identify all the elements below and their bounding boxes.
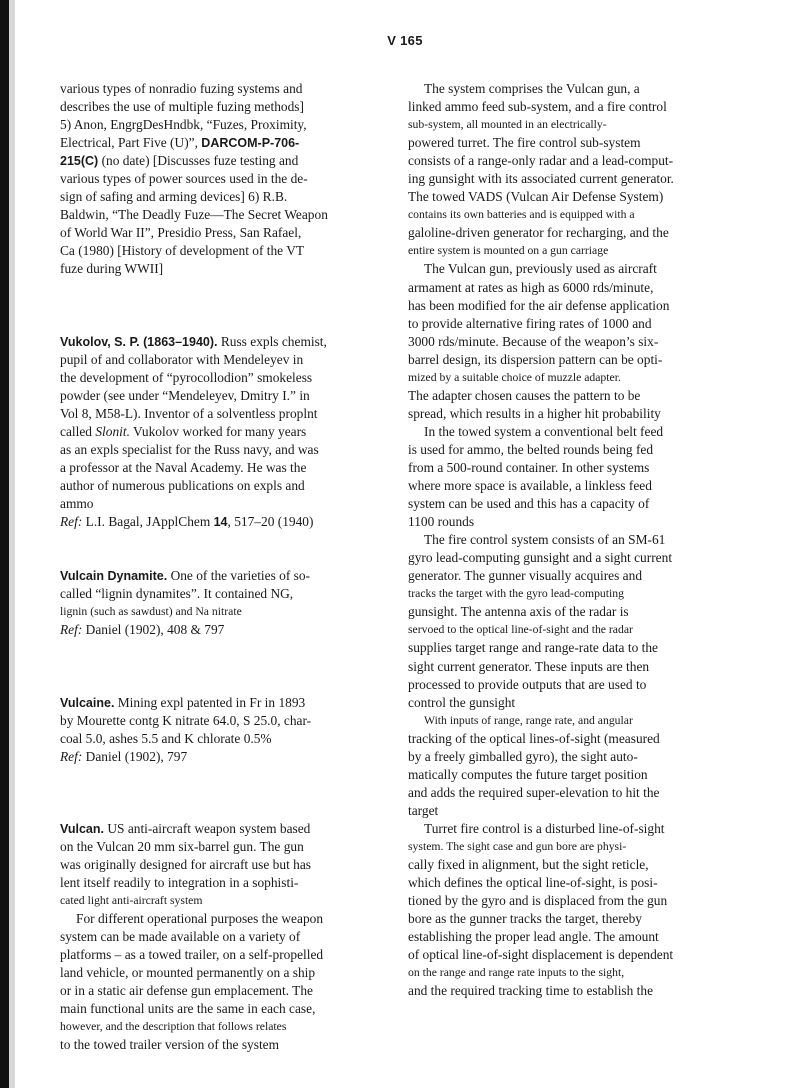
text-line <box>60 928 360 946</box>
line-text: powered turret. The fire control sub-system <box>408 135 641 151</box>
text-line <box>60 116 360 134</box>
text-line <box>408 188 706 206</box>
text-line <box>408 279 706 297</box>
line-text: servoed to the optical line-of-sight and the radar <box>408 623 633 637</box>
text-line <box>408 964 706 982</box>
text-line <box>60 748 360 766</box>
line-text: ing gunsight with its associated current generator. <box>408 171 674 187</box>
text-line <box>408 152 706 170</box>
line-text: which defines the optical line-of-sight, is posi- <box>408 875 658 891</box>
left-column <box>60 80 360 1055</box>
line-text: system can be made available on a variety of <box>60 929 301 945</box>
text-line <box>60 152 360 170</box>
line-text: Turret fire control is a disturbed line-of-sight <box>424 820 665 836</box>
text-line <box>408 892 706 910</box>
text-line <box>408 820 706 838</box>
line-text: 1100 rounds <box>408 514 475 530</box>
page-binding-shadow <box>9 0 15 1088</box>
line-text: to provide alternative firing rates of 1000 and <box>408 315 652 331</box>
line-text: armament at rates as high as 6000 rds/minute, <box>408 279 654 295</box>
text-line <box>60 964 360 982</box>
entry-heading: 14 <box>213 515 228 530</box>
line-text: of World War II”, Presidio Press, San Rafael, <box>60 225 302 241</box>
text-line <box>408 838 706 856</box>
line-text: fuze during WWII] <box>60 261 164 277</box>
text-line <box>60 188 360 206</box>
text-line <box>408 658 706 676</box>
text-line <box>408 387 706 405</box>
line-text: by a freely gimballed gyro), the sight auto- <box>408 748 638 764</box>
line-text: establishing the proper lead angle. The amount <box>408 929 659 945</box>
line-text: as an expls specialist for the Russ navy, and was <box>60 441 319 457</box>
paragraph-gap <box>60 549 360 567</box>
line-text: cally fixed in alignment, but the sight reticle, <box>408 857 649 873</box>
line-text: target <box>408 802 439 818</box>
line-text: powder (see under “Mendeleyev, Dmitry I.” in <box>60 387 310 403</box>
text-line <box>408 874 706 892</box>
text-line <box>60 694 360 712</box>
entry-heading: Vulcaine. <box>60 695 115 710</box>
text-line <box>60 170 360 188</box>
text-line <box>408 441 706 459</box>
italic-text: Ref: <box>60 622 83 638</box>
line-text: With inputs of range, range rate, and angular <box>424 713 633 727</box>
line-text: The Vulcan gun, previously used as aircraft <box>424 261 657 277</box>
line-text: lent itself readily to integration in a sophisti- <box>60 875 299 891</box>
text-line <box>408 639 706 657</box>
italic-text: Slonit. <box>95 423 130 439</box>
line-text: has been modified for the air defense application <box>408 297 670 313</box>
text-line <box>60 1018 360 1036</box>
text-line <box>408 405 706 423</box>
text-line <box>408 477 706 495</box>
text-line <box>60 80 360 98</box>
text-line <box>60 874 360 892</box>
line-text: to the towed trailer version of the system <box>60 1037 280 1053</box>
line-text: barrel design, its dispersion pattern can be opti- <box>408 351 663 367</box>
text-line <box>408 946 706 964</box>
text-line <box>60 567 360 585</box>
line-text: ammo <box>60 496 94 512</box>
text-line <box>60 1036 360 1054</box>
paragraph-gap <box>60 658 360 676</box>
text-line <box>408 206 706 224</box>
line-text: Vol 8, M58-L). Inventor of a solventless proplnt <box>60 405 318 421</box>
text-line <box>60 892 360 910</box>
text-line <box>60 242 360 260</box>
line-text: US anti-aircraft weapon system based <box>104 820 311 836</box>
text-line <box>60 982 360 1000</box>
text-line <box>60 260 360 278</box>
text-line <box>60 224 360 242</box>
line-text: For different operational purposes the weapon <box>76 911 324 927</box>
line-text: One of the varieties of so- <box>167 568 311 584</box>
line-text: on the Vulcan 20 mm six-barrel gun. The gun <box>60 838 304 854</box>
text-line <box>408 242 706 260</box>
line-text: 3000 rds/minute. Because of the weapon’s six- <box>408 333 659 349</box>
line-text: where more space is available, a linkless feed <box>408 478 652 494</box>
paragraph-gap <box>60 784 360 802</box>
page-number-header: V 165 <box>387 33 423 48</box>
line-text: The system comprises the Vulcan gun, a <box>424 81 640 96</box>
line-text: sight current generator. These inputs are then <box>408 658 650 674</box>
entry-heading: 215(C) <box>60 154 99 169</box>
text-line <box>408 549 706 567</box>
line-text: on the range and range rate inputs to the sight, <box>408 966 625 980</box>
text-line <box>60 206 360 224</box>
text-line <box>60 621 360 639</box>
line-text: gyro lead-computing gunsight and a sight current <box>408 550 673 566</box>
line-text: was originally designed for aircraft use but has <box>60 857 311 873</box>
paragraph-gap <box>60 315 360 333</box>
line-text: tracking of the optical lines-of-sight (measured <box>408 730 660 746</box>
text-line <box>60 820 360 838</box>
text-line <box>408 766 706 784</box>
text-line <box>408 567 706 585</box>
line-text: The adapter chosen causes the pattern to be <box>408 387 641 403</box>
text-line <box>60 98 360 116</box>
text-line <box>408 333 706 351</box>
line-text: tioned by the gyro and is displaced from the gun <box>408 893 668 909</box>
line-text: Electrical, Part Five (U)”, <box>60 135 202 151</box>
text-line <box>408 910 706 928</box>
line-text: The towed VADS (Vulcan Air Defense System) <box>408 189 664 205</box>
text-line <box>60 585 360 603</box>
text-line <box>408 315 706 333</box>
line-text: describes the use of multiple fuzing methods] <box>60 99 304 115</box>
text-line <box>408 98 706 116</box>
text-line <box>408 170 706 188</box>
text-line <box>60 369 360 387</box>
line-text: called <box>60 423 96 439</box>
line-text: gunsight. The antenna axis of the radar is <box>408 604 629 620</box>
line-text: sub-system, all mounted in an electrically- <box>408 118 607 132</box>
text-line <box>408 531 706 549</box>
paragraph-gap <box>60 297 360 315</box>
text-line <box>408 856 706 874</box>
line-text: control the gunsight <box>408 694 516 710</box>
line-text: Ca (1980) [History of development of the VT <box>60 243 305 259</box>
line-text: Vukolov worked for many years <box>129 423 307 439</box>
line-text: sign of safing and arming devices] 6) R.B. <box>60 189 288 205</box>
text-line <box>408 694 706 712</box>
text-line <box>408 730 706 748</box>
text-line <box>60 495 360 513</box>
line-text: galoline-driven generator for recharging, and the <box>408 225 669 241</box>
line-text: 5) Anon, EngrgDesHndbk, “Fuzes, Proximity, <box>60 117 307 133</box>
paragraph-gap <box>60 676 360 694</box>
paragraph-gap <box>60 639 360 657</box>
entry-heading: Vulcan. <box>60 821 104 836</box>
text-line <box>408 459 706 477</box>
line-text: a professor at the Naval Academy. He was the <box>60 459 307 475</box>
line-text: matically computes the future target position <box>408 766 648 782</box>
line-text: Russ expls chemist, <box>217 333 327 349</box>
line-text: various types of nonradio fuzing systems and <box>60 81 303 96</box>
entry-heading: DARCOM-P-706- <box>201 136 300 151</box>
right-column <box>408 80 706 1000</box>
italic-text: Ref: <box>60 514 83 530</box>
paragraph-gap <box>60 279 360 297</box>
page-binding-edge <box>0 0 9 1088</box>
text-line <box>408 116 706 134</box>
text-line <box>408 621 706 639</box>
line-text: called “lignin dynamites”. It contained NG, <box>60 586 294 602</box>
text-line <box>60 405 360 423</box>
line-text: supplies target range and range-rate data to the <box>408 640 658 656</box>
text-line <box>408 585 706 603</box>
line-text: main functional units are the same in each case, <box>60 1001 316 1017</box>
text-line <box>408 297 706 315</box>
text-line <box>408 351 706 369</box>
text-line <box>408 224 706 242</box>
line-text: coal 5.0, ashes 5.5 and K chlorate 0.5% <box>60 730 272 746</box>
text-line <box>408 134 706 152</box>
line-text: land vehicle, or mounted permanently on a ship <box>60 965 316 981</box>
line-text: various types of power sources used in the de- <box>60 171 308 187</box>
paragraph-gap <box>60 766 360 784</box>
text-line <box>408 748 706 766</box>
text-line <box>408 676 706 694</box>
line-text: Daniel (1902), 797 <box>82 748 188 764</box>
line-text: pupil of and collaborator with Mendeleyev in <box>60 351 304 367</box>
text-line <box>408 712 706 730</box>
text-line <box>408 982 706 1000</box>
text-line <box>408 80 706 98</box>
line-text: Mining expl patented in Fr in 1893 <box>114 694 306 710</box>
text-line <box>60 603 360 621</box>
entry-heading: Vulcain Dynamite. <box>60 569 168 584</box>
text-line <box>60 351 360 369</box>
line-text: tracks the target with the gyro lead-computing <box>408 587 624 601</box>
text-line <box>60 838 360 856</box>
text-line <box>60 856 360 874</box>
text-line <box>60 1000 360 1018</box>
text-line <box>408 513 706 531</box>
text-line <box>60 423 360 441</box>
line-text: consists of a range-only radar and a lead-comput- <box>408 153 674 169</box>
text-line <box>60 730 360 748</box>
line-text: system can be used and this has a capacity of <box>408 496 650 512</box>
line-text: platforms – as a towed trailer, on a self-propelled <box>60 947 324 963</box>
line-text: bore as the gunner tracks the target, thereby <box>408 911 642 927</box>
line-text: the development of “pyrocollodion” smokeless <box>60 369 313 385</box>
text-line <box>60 134 360 152</box>
line-text: of optical line-of-sight displacement is dependent <box>408 947 674 963</box>
text-line <box>60 513 360 531</box>
text-line <box>408 928 706 946</box>
text-line <box>408 603 706 621</box>
line-text: lignin (such as sawdust) and Na nitrate <box>60 605 242 619</box>
line-text: mized by a suitable choice of muzzle adapter. <box>408 370 621 384</box>
text-line <box>60 459 360 477</box>
text-line <box>408 369 706 387</box>
line-text: entire system is mounted on a gun carriage <box>408 244 609 258</box>
text-line <box>408 260 706 278</box>
paragraph-gap <box>60 802 360 820</box>
text-line <box>408 802 706 820</box>
line-text: or in a static air defense gun emplacement. The <box>60 983 313 999</box>
line-text: Daniel (1902), 408 & 797 <box>82 622 225 638</box>
line-text: , 517–20 (1940) <box>227 514 314 530</box>
text-line <box>408 784 706 802</box>
line-text: by Mourette contg K nitrate 64.0, S 25.0, char- <box>60 712 312 728</box>
line-text: and the required tracking time to establish the <box>408 983 654 999</box>
line-text: and adds the required super-elevation to hit the <box>408 784 660 800</box>
line-text: (no date) [Discusses fuze testing and <box>98 153 299 169</box>
line-text: cated light anti-aircraft system <box>60 894 203 908</box>
line-text: L.I. Bagal, JApplChem <box>82 514 214 530</box>
text-line <box>408 495 706 513</box>
text-line <box>60 712 360 730</box>
paragraph-gap <box>60 531 360 549</box>
italic-text: Ref: <box>60 748 83 764</box>
line-text: author of numerous publications on expls and <box>60 478 305 494</box>
line-text: is used for ammo, the belted rounds being fed <box>408 441 654 457</box>
line-text: spread, which results in a higher hit probability <box>408 405 661 421</box>
text-line <box>60 477 360 495</box>
text-line <box>60 387 360 405</box>
text-line <box>60 333 360 351</box>
line-text: system. The sight case and gun bore are physi- <box>408 839 627 853</box>
line-text: processed to provide outputs that are used to <box>408 676 647 692</box>
line-text: In the towed system a conventional belt feed <box>424 423 664 439</box>
line-text: The fire control system consists of an SM-61 <box>424 532 666 548</box>
text-line <box>60 441 360 459</box>
line-text: from a 500-round container. In other systems <box>408 459 650 475</box>
line-text: contains its own batteries and is equipped with a <box>408 208 635 222</box>
entry-heading: Vukolov, S. P. (1863–1940). <box>60 334 218 349</box>
text-line <box>60 946 360 964</box>
line-text: linked ammo feed sub-system, and a fire control <box>408 99 667 115</box>
text-line <box>60 910 360 928</box>
text-line <box>408 423 706 441</box>
line-text: however, and the description that follows relates <box>60 1020 287 1034</box>
line-text: generator. The gunner visually acquires and <box>408 568 643 584</box>
line-text: Baldwin, “The Deadly Fuze—The Secret Weapon <box>60 207 328 223</box>
